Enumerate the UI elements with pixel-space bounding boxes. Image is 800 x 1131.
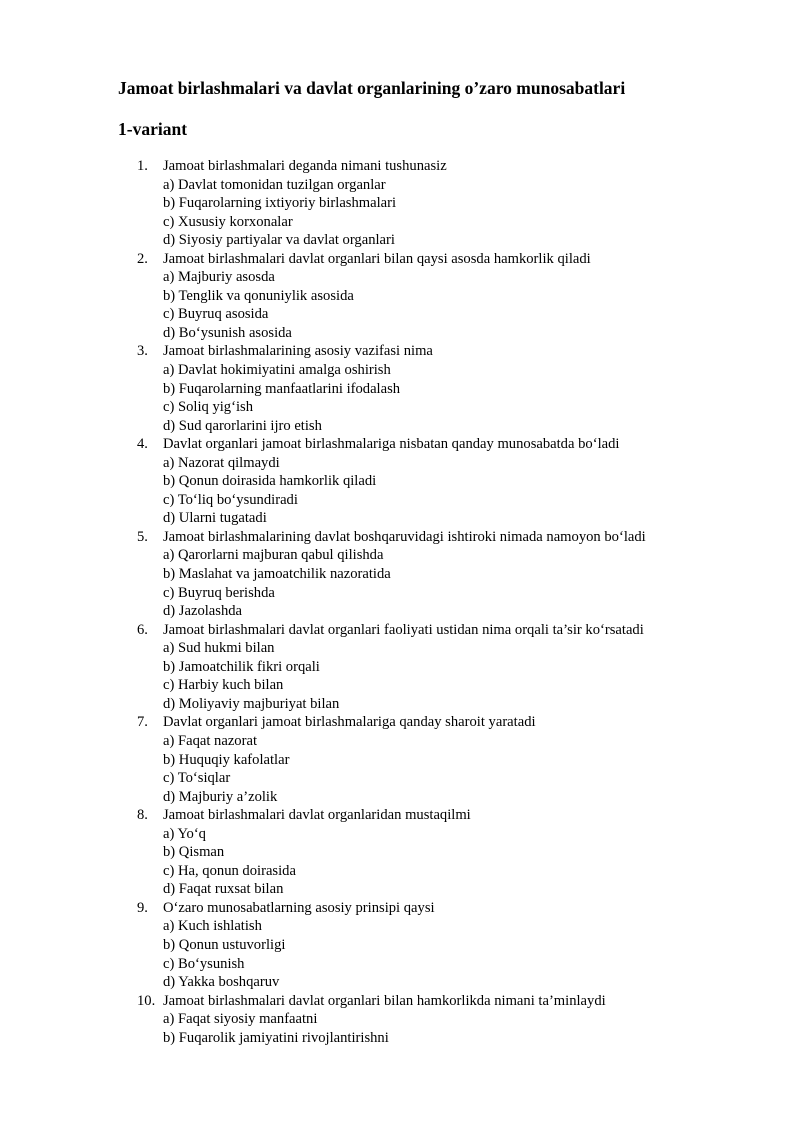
answer-option: a) Davlat hokimiyatini amalga oshirish bbox=[163, 362, 391, 379]
question-item bbox=[0, 806, 800, 899]
question-number: 8. bbox=[137, 807, 148, 824]
question-line bbox=[0, 806, 800, 825]
question-text: Jamoat birlashmalarining davlat boshqaruvidagi ishtiroki nimada namoyon bo‘ladi bbox=[163, 528, 646, 545]
question-item bbox=[0, 713, 800, 806]
question-text: Jamoat birlashmalari davlat organlari bilan qaysi asosda hamkorlik qiladi bbox=[163, 250, 591, 267]
question-line bbox=[0, 435, 800, 454]
answer-option: d) Majburiy a’zolik bbox=[163, 788, 278, 805]
question-text: Jamoat birlashmalari davlat organlari bilan hamkorlikda nimani ta’minlaydi bbox=[163, 992, 606, 1009]
question-line bbox=[0, 157, 800, 176]
question-number: 3. bbox=[137, 343, 148, 360]
answer-option: d) Yakka boshqaruv bbox=[163, 974, 280, 991]
answer-option: b) Fuqarolik jamiyatini rivojlantirishni bbox=[163, 1029, 389, 1046]
answer-option: a) Yo‘q bbox=[163, 825, 206, 842]
answer-option: c) Ha, qonun doirasida bbox=[163, 862, 296, 879]
answer-option: d) Jazolashda bbox=[163, 603, 243, 620]
document-title: Jamoat birlashmalari va davlat organlarining o’zaro munosabatlari bbox=[118, 78, 626, 98]
answer-option: d) Siyosiy partiyalar va davlat organlari bbox=[163, 232, 395, 249]
question-line bbox=[0, 528, 800, 547]
question-item bbox=[0, 250, 800, 343]
question-text: Jamoat birlashmalari deganda nimani tushunasiz bbox=[163, 158, 447, 174]
question-item bbox=[0, 435, 800, 528]
question-line bbox=[0, 899, 800, 918]
question-list bbox=[0, 157, 800, 1047]
answer-option: d) Ularni tugatadi bbox=[163, 510, 267, 527]
answer-option: b) Tenglik va qonuniylik asosida bbox=[163, 287, 354, 304]
answer-option: b) Jamoatchilik fikri orqali bbox=[163, 658, 320, 675]
question-number: 7. bbox=[137, 714, 148, 731]
answer-option: b) Huquqiy kafolatlar bbox=[163, 751, 290, 768]
question-number: 1. bbox=[137, 158, 148, 174]
question-item bbox=[0, 899, 800, 992]
answer-option: c) Xususiy korxonalar bbox=[163, 213, 293, 230]
question-line bbox=[0, 621, 800, 640]
question-item bbox=[0, 528, 800, 621]
answer-option: a) Qarorlarni majburan qabul qilishda bbox=[163, 547, 384, 564]
answer-option: a) Kuch ishlatish bbox=[163, 918, 262, 935]
answer-option: d) Moliyaviy majburiyat bilan bbox=[163, 695, 340, 712]
question-text: Davlat organlari jamoat birlashmalariga nisbatan qanday munosabatda bo‘ladi bbox=[163, 436, 620, 453]
answer-option: c) To‘siqlar bbox=[163, 770, 231, 787]
question-number: 5. bbox=[137, 528, 148, 545]
question-item bbox=[0, 157, 800, 250]
answer-option: a) Nazorat qilmaydi bbox=[163, 454, 280, 471]
question-number: 2. bbox=[137, 250, 148, 267]
answer-option: c) Buyruq berishda bbox=[163, 584, 275, 601]
question-item bbox=[0, 342, 800, 435]
answer-option: d) Sud qarorlarini ijro etish bbox=[163, 417, 322, 434]
question-line bbox=[0, 250, 800, 269]
question-number: 6. bbox=[137, 621, 148, 638]
question-text: Jamoat birlashmalari davlat organlaridan mustaqilmi bbox=[163, 807, 471, 824]
answer-option: c) Bo‘ysunish bbox=[163, 955, 245, 972]
answer-option: a) Faqat nazorat bbox=[163, 732, 257, 749]
question-text: Davlat organlari jamoat birlashmalariga qanday sharoit yaratadi bbox=[163, 714, 536, 731]
answer-option: c) Harbiy kuch bilan bbox=[163, 677, 284, 694]
question-item bbox=[0, 992, 800, 1048]
variant-heading: 1-variant bbox=[118, 119, 188, 139]
question-line bbox=[0, 992, 800, 1011]
answer-option: d) Faqat ruxsat bilan bbox=[163, 881, 284, 898]
answer-option: a) Faqat siyosiy manfaatni bbox=[163, 1011, 318, 1028]
answer-option: b) Qonun ustuvorligi bbox=[163, 936, 286, 953]
answer-option: c) Soliq yig‘ish bbox=[163, 399, 253, 416]
answer-option: b) Qonun doirasida hamkorlik qiladi bbox=[163, 473, 377, 490]
answer-option: d) Bo‘ysunish asosida bbox=[163, 324, 292, 341]
question-number: 10. bbox=[137, 992, 156, 1009]
question-text: Jamoat birlashmalari davlat organlari faoliyati ustidan nima orqali ta’sir ko‘rsatadi bbox=[163, 621, 644, 638]
question-number: 4. bbox=[137, 436, 148, 453]
answer-option: b) Qisman bbox=[163, 844, 225, 861]
answer-option: c) Buyruq asosida bbox=[163, 306, 269, 323]
answer-option: b) Maslahat va jamoatchilik nazoratida bbox=[163, 566, 391, 583]
question-text: O‘zaro munosabatlarning asosiy prinsipi qaysi bbox=[163, 899, 435, 916]
answer-option: a) Majburiy asosda bbox=[163, 269, 275, 286]
answer-option: b) Fuqarolarning ixtiyoriy birlashmalari bbox=[163, 195, 397, 212]
question-item bbox=[0, 621, 800, 714]
answer-option: a) Davlat tomonidan tuzilgan organlar bbox=[163, 176, 386, 193]
answer-option: a) Sud hukmi bilan bbox=[163, 640, 275, 657]
question-number: 9. bbox=[137, 899, 148, 916]
question-line bbox=[0, 342, 800, 361]
question-line bbox=[0, 713, 800, 732]
question-text: Jamoat birlashmalarining asosiy vazifasi nima bbox=[163, 343, 433, 360]
answer-option: b) Fuqarolarning manfaatlarini ifodalash bbox=[163, 380, 401, 397]
answer-option: c) To‘liq bo‘ysundiradi bbox=[163, 491, 298, 508]
